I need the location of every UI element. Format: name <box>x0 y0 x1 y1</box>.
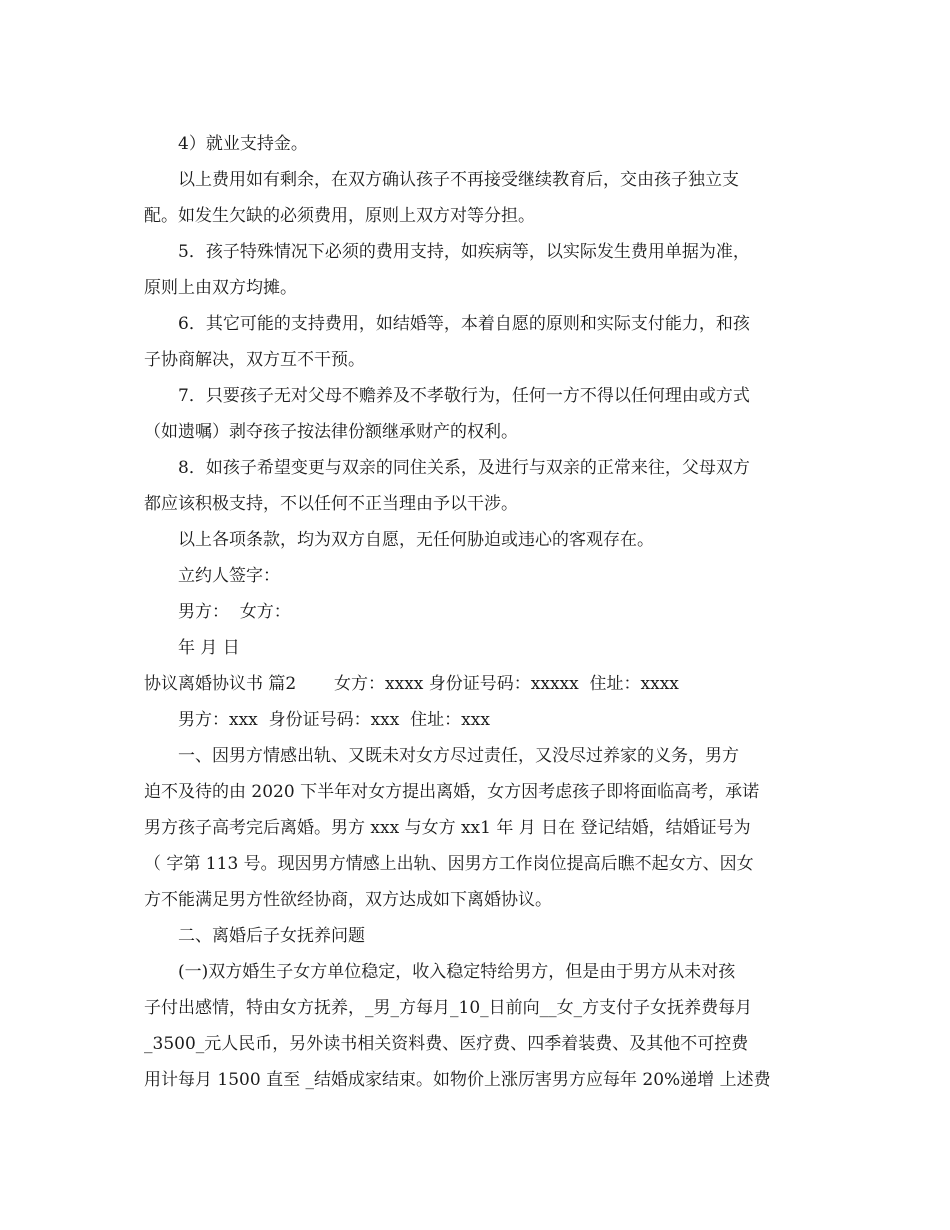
text-line: 6．其它可能的支持费用，如结婚等，本着自愿的原则和实际支付能力，和孩 <box>178 314 750 334</box>
text-line: 一、因男方情感出轨、又既未对女方尽过责任，又没尽过养家的义务，男方 <box>178 746 739 766</box>
text-line: 都应该积极支持，不以任何不正当理由予以干涉。 <box>144 494 518 514</box>
text-line: （如遗嘱）剥夺孩子按法律份额继承财产的权利。 <box>144 422 518 442</box>
date-line: 年 月 日 <box>178 638 240 658</box>
section-heading: 二、离婚后子女抚养问题 <box>178 926 365 946</box>
text-line: 男方孩子高考完后离婚。男方 xxx 与女方 xx1 年 月 日在 登记结婚，结婚证号为 <box>144 818 751 838</box>
text-line: 配。如发生欠缺的必须费用，原则上双方对等分担。 <box>144 206 535 226</box>
section-heading: 协议离婚协议书 篇2 女方：xxxx 身份证号码：xxxxx 住址：xxxx <box>144 674 679 694</box>
text-line: （ 字第 113 号。现因男方情感上出轨、因男方工作岗位提高后瞧不起女方、因女 <box>144 854 754 874</box>
signature-parties: 男方： 女方： <box>178 602 291 622</box>
text-line: 方不能满足男方性欲经协商，双方达成如下离婚协议。 <box>144 890 552 910</box>
text-line: _3500_元人民币，另外读书相关资料费、医疗费、四季着装费、及其他不可控费 <box>144 1034 749 1054</box>
text-line: 7．只要孩子无对父母不赡养及不孝敬行为，任何一方不得以任何理由或方式 <box>178 386 750 406</box>
text-line: 以上费用如有剩余，在双方确认孩子不再接受继续教育后，交由孩子独立支 <box>178 170 739 190</box>
text-line: (一)双方婚生子女方单位稳定，收入稳定特给男方，但是由于男方从未对孩 <box>178 962 736 982</box>
text-line: 4）就业支持金。 <box>178 134 308 154</box>
text-line: 以上各项条款，均为双方自愿，无任何胁迫或违心的客观存在。 <box>178 530 654 550</box>
signature-label: 立约人签字： <box>178 566 280 586</box>
text-line: 子付出感情，特由女方抚养，_男_方每月_10_日前向__女_方支付子女抚养费每月 <box>144 998 753 1018</box>
text-line: 迫不及待的由 2020 下半年对女方提出离婚，女方因考虑孩子即将面临高考，承诺 <box>144 782 760 802</box>
text-line: 男方：xxx 身份证号码：xxx 住址：xxx <box>178 710 490 730</box>
text-line: 8．如孩子希望变更与双亲的同住关系，及进行与双亲的正常来往，父母双方 <box>178 458 750 478</box>
text-line: 子协商解决，双方互不干预。 <box>144 350 365 370</box>
text-line: 用计每月 1500 直至 _结婚成家结束。如物价上涨厉害男方应每年 20%递增 上述费 <box>144 1070 771 1090</box>
text-line: 5．孩子特殊情况下必须的费用支持，如疾病等，以实际发生费用单据为准， <box>178 242 750 262</box>
text-line: 原则上由双方均摊。 <box>144 278 297 298</box>
